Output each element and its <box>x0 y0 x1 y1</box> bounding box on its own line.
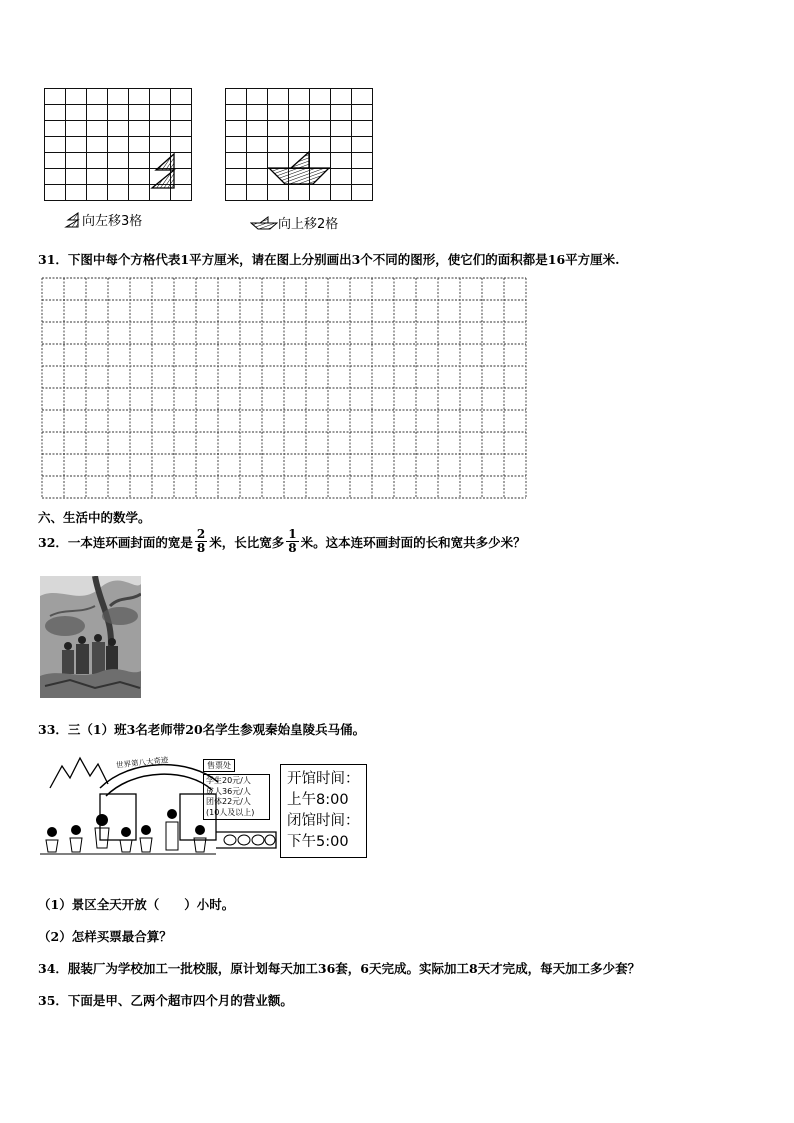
ticket-office-sign: 售票处 <box>203 759 235 772</box>
question-35: 35．下面是甲、乙两个超市四个月的营业额。 <box>38 993 293 1008</box>
close-time: 下午5:00 <box>287 834 349 850</box>
price-student: 学生20元/人 <box>206 776 251 785</box>
open-time: 上午8:00 <box>287 792 349 808</box>
open-label: 开馆时间： <box>287 771 360 787</box>
opening-hours-box <box>280 764 367 858</box>
question-32 <box>38 528 526 555</box>
fraction-width-numerator: 2 <box>196 527 206 541</box>
boat-shape-right <box>265 148 337 190</box>
flag-icon <box>64 212 82 228</box>
section-six-title: 六、生活中的数学。 <box>38 510 151 525</box>
instruction-left: 向左移3格 <box>82 214 143 229</box>
flag-shape-left <box>150 150 180 190</box>
question-31: 31．下图中每个方格代表1平方厘米，请在图上分别画出3个不同的图形，使它们的面积都是16平方厘米. <box>38 252 620 267</box>
dotted-grid-16cm2[interactable] <box>40 276 528 500</box>
question-33-part-2: （2）怎样买票最合算？ <box>38 929 172 944</box>
q32-text-before: 32．一本连环画封面的宽是 <box>38 534 193 550</box>
price-board <box>203 774 270 820</box>
question-33-part-1: （1）景区全天开放（ ）小时。 <box>38 897 235 912</box>
fraction-extra-numerator: 1 <box>288 527 297 541</box>
banner-text: 世界第八大奇迹 <box>115 755 169 770</box>
fraction-extra <box>286 528 298 555</box>
fraction-width-denominator: 8 <box>196 541 206 555</box>
fraction-width <box>195 528 207 555</box>
fraction-extra-denominator: 8 <box>288 541 297 555</box>
q32-text-middle: 米，长比宽多 <box>209 534 285 550</box>
price-adult: 成人36元/人 <box>206 786 251 796</box>
q32-text-after: 米。这本连环画封面的长和宽共多少米？ <box>300 534 526 550</box>
instruction-right: 向上移2格 <box>278 217 339 232</box>
comic-cover-image <box>40 576 141 698</box>
question-33: 33．三（1）班3名老师带20名学生参观秦始皇陵兵马俑。 <box>38 722 366 737</box>
question-34: 34．服装厂为学校加工一批校服，原计划每天加工36套，6天完成。实际加工8天才完成，每天加工多少套？ <box>38 961 641 976</box>
price-group: 团体22元/人 <box>206 797 251 806</box>
price-group-note: (10人及以上) <box>206 807 255 817</box>
boat-icon <box>250 216 278 230</box>
close-label: 闭馆时间： <box>287 813 360 829</box>
